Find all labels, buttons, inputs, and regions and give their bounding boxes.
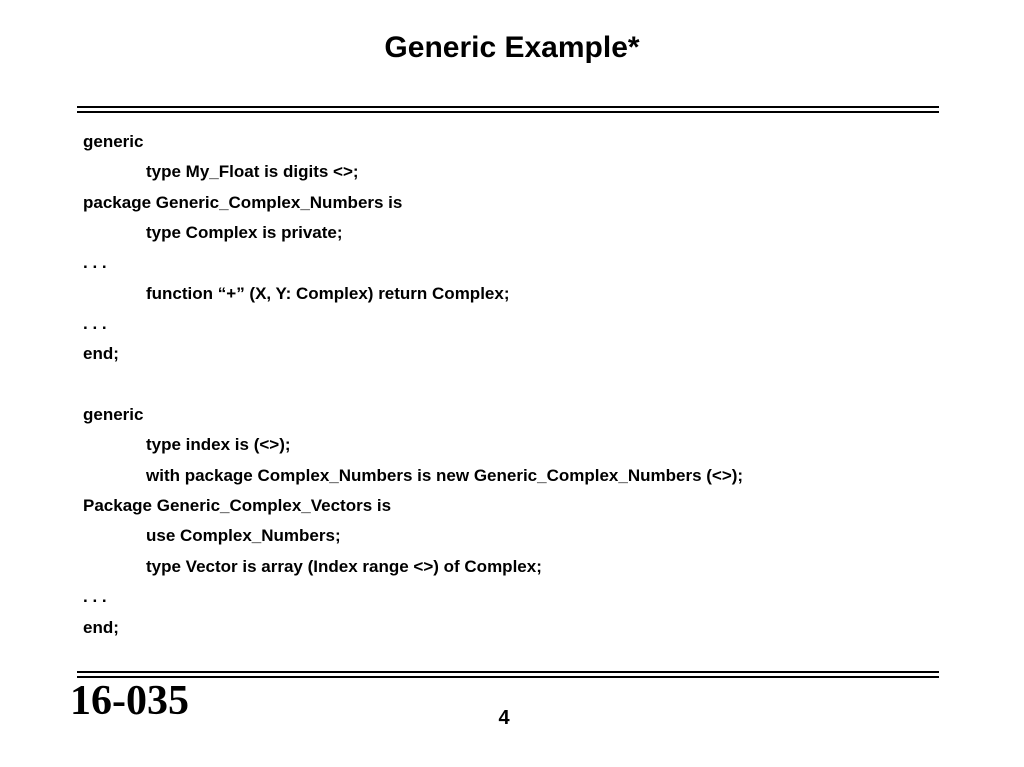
code-line: end; — [83, 617, 119, 637]
code-line: Package Generic_Complex_Vectors is — [83, 496, 392, 516]
top-divider-line — [77, 111, 939, 113]
code-line: type Complex is private; — [146, 223, 343, 243]
code-line: generic — [83, 405, 144, 425]
course-code: 16-035 — [70, 678, 189, 724]
code-line: . . . — [83, 314, 107, 334]
code-block — [83, 127, 933, 643]
code-line: with package Complex_Numbers is new Generic_Complex_Numbers (<>); — [146, 465, 744, 485]
code-line: type Vector is array (Index range <>) of Complex; — [146, 556, 542, 576]
blank-line — [83, 370, 933, 400]
bottom-divider-line — [77, 671, 939, 673]
code-line: package Generic_Complex_Numbers is — [83, 192, 403, 212]
code-line: type My_Float is digits <>; — [146, 162, 359, 182]
code-line: . . . — [83, 587, 107, 607]
bottom-divider-line — [77, 676, 939, 678]
top-divider-line — [77, 106, 939, 108]
code-line: use Complex_Numbers; — [146, 526, 341, 546]
code-line: type index is (<>); — [146, 435, 291, 455]
page-number: 4 — [498, 707, 510, 729]
code-line: generic — [83, 132, 144, 151]
slide-title: Generic Example* — [384, 31, 640, 64]
code-line: . . . — [83, 253, 107, 273]
code-line: end; — [83, 344, 119, 364]
code-line: function “+” (X, Y: Complex) return Complex; — [146, 283, 510, 303]
